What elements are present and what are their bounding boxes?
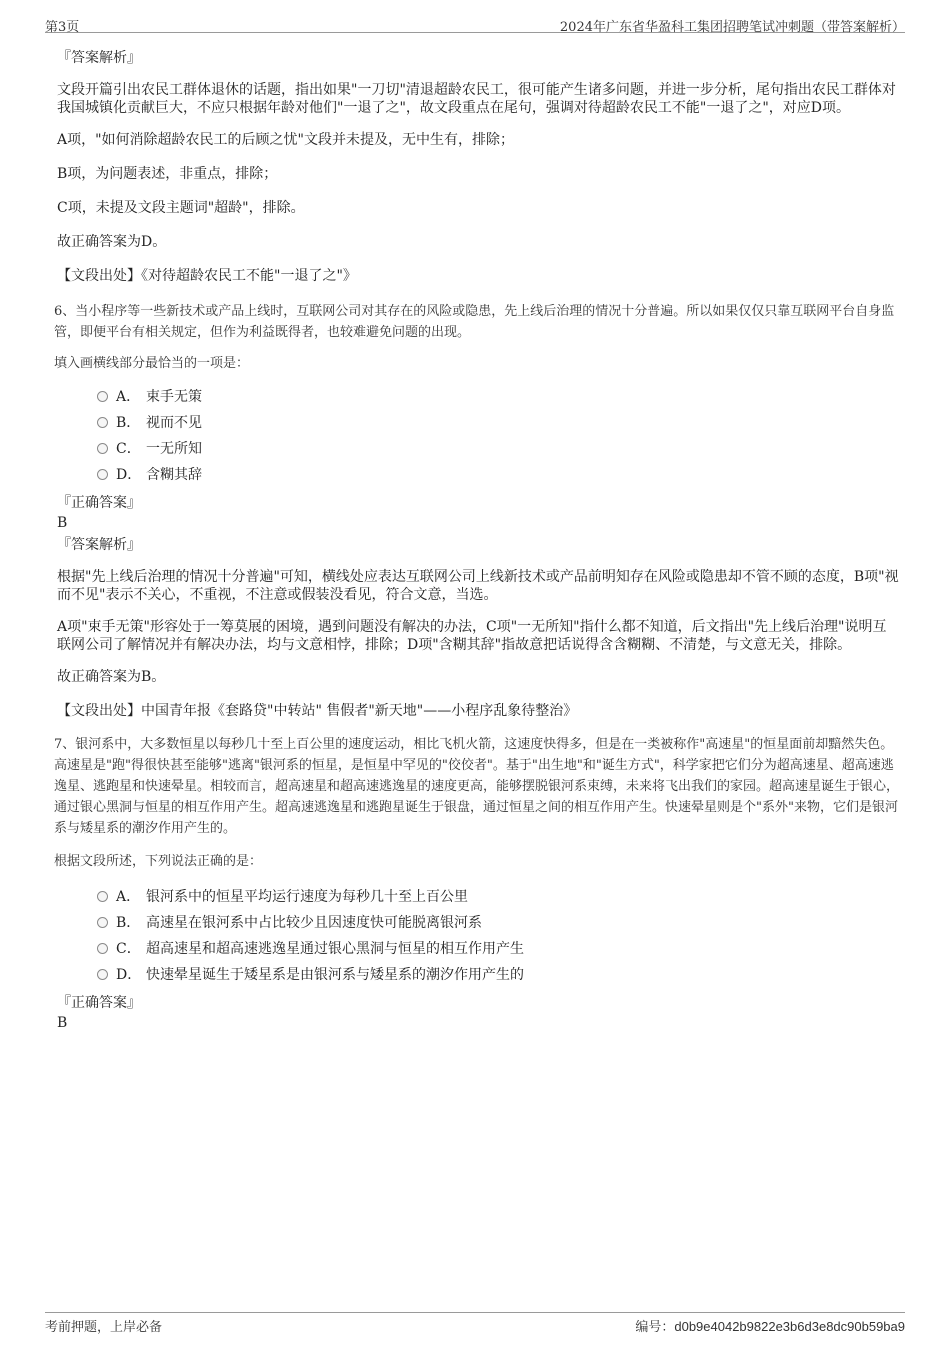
analysis-paragraph: A项"束手无策"形容处于一筹莫展的困境，遇到问题没有解决的办法，C项"一无所知"指什么都不知道，后文指出"先上线后治理"说明互联网公司了解情况并有解决办法，均与文意相悖，排除；D项"含糊其辞"指故意把话说得含含糊糊、不清楚，与文意无关，排除。 — [57, 619, 887, 653]
option-d[interactable]: D． 快速晕星诞生于矮星系是由银河系与矮星系的潮汐作用产生的 — [97, 962, 900, 988]
radio-icon[interactable] — [97, 469, 108, 480]
source-citation: 【文段出处】中国青年报《套路贷"中转站" 售假者"新天地"——小程序乱象待整治》 — [57, 703, 578, 719]
answer-value: B — [57, 515, 68, 531]
answer-value: B — [57, 1015, 68, 1031]
analysis-conclusion: 故正确答案为D。 — [57, 234, 167, 250]
question-prompt: 根据文段所述，下列说法正确的是： — [54, 854, 263, 869]
option-d[interactable]: D． 含糊其辞 — [97, 462, 900, 488]
option-a[interactable]: A． 束手无策 — [97, 384, 900, 410]
footer-slogan: 考前押题，上岸必备 — [45, 1320, 163, 1335]
option-c[interactable]: C． 一无所知 — [97, 436, 900, 462]
analysis-label: 『答案解析』 — [57, 50, 141, 66]
page-footer — [45, 1312, 905, 1333]
option-b[interactable]: B． 视而不见 — [97, 410, 900, 436]
radio-icon[interactable] — [97, 417, 108, 428]
page-header — [45, 14, 905, 33]
radio-icon[interactable] — [97, 917, 108, 928]
document-code — [635, 1316, 905, 1335]
radio-icon[interactable] — [97, 443, 108, 454]
analysis-paragraph: 文段开篇引出农民工群体退休的话题，指出如果"一刀切"清退超龄农民工，很可能产生诸多问题，并进一步分析，尾句指出农民工群体对我国城镇化贡献巨大，不应只根据年龄对他们"一退了之"，故文段重点在尾句，强调对待超龄农民工不能"一退了之"，对应D项。 — [57, 82, 896, 116]
question-stem: 7、银河系中，大多数恒星以每秒几十至上百公里的速度运动，相比飞机火箭，这速度快得多，但是在一类被称作"高速星"的恒星面前却黯然失色。高速星是"跑"得很快甚至能够"逃离"银河系的恒星，是恒星中罕见的"佼佼者"。基于"出生地"和"诞生方式"，科学家把它们分为超高速星、超高速逃逸星、逃跑星和快速晕星。相较而言，超高速星和超高速逃逸星的速度更高，能够摆脱银河系束缚，未来将飞出我们的家园。超高速星诞生于银心，通过银心黑洞与恒星的相互作用产生。超高速逃逸星和逃跑星诞生于银盘，通过恒星之间的相互作用产生。快速晕星则是个"系外"来物，它们是银河系与矮星系的潮汐作用产生的。 — [54, 737, 900, 836]
code-value: d0b9e4042b9822e3b6d3e8dc90b59ba9 — [674, 1319, 905, 1334]
option-list — [97, 384, 900, 488]
radio-icon[interactable] — [97, 891, 108, 902]
option-c[interactable]: C． 超高速星和超高速逃逸星通过银心黑洞与恒星的相互作用产生 — [97, 936, 900, 962]
answer-label: 『正确答案』 — [57, 995, 141, 1011]
option-list — [97, 884, 900, 988]
document-body — [54, 46, 900, 1032]
question-stem: 6、当小程序等一些新技术或产品上线时，互联网公司对其存在的风险或隐患，先上线后治理的情况十分普遍。所以如果仅仅只靠互联网平台自身监管，即便平台有相关规定，但作为利益既得者，也较难避免问题的出现。 — [54, 304, 895, 340]
analysis-label: 『答案解析』 — [57, 537, 141, 553]
analysis-option-c: C项，未提及文段主题词"超龄"，排除。 — [57, 200, 305, 216]
question-prompt: 填入画横线部分最恰当的一项是： — [54, 356, 250, 371]
radio-icon[interactable] — [97, 969, 108, 980]
analysis-option-a: A项，"如何消除超龄农民工的后顾之忧"文段并未提及，无中生有，排除； — [57, 132, 514, 148]
option-b[interactable]: B． 高速星在银河系中占比较少且因速度快可能脱离银河系 — [97, 910, 900, 936]
analysis-conclusion: 故正确答案为B。 — [57, 669, 166, 685]
page-number: 第3页 — [45, 20, 80, 35]
code-label: 编号： — [635, 1320, 675, 1335]
answer-label: 『正确答案』 — [57, 495, 141, 511]
document-title: 2024年广东省华盈科工集团招聘笔试冲刺题（带答案解析） — [559, 20, 905, 35]
analysis-option-b: B项，为问题表述，非重点，排除； — [57, 166, 278, 182]
analysis-paragraph: 根据"先上线后治理的情况十分普遍"可知，横线处应表达互联网公司上线新技术或产品前明知存在风险或隐患却不管不顾的态度，B项"视而不见"表示不关心，不重视，不注意或假装没看见，符合文意，当选。 — [57, 569, 899, 603]
radio-icon[interactable] — [97, 391, 108, 402]
option-a[interactable]: A． 银河系中的恒星平均运行速度为每秒几十至上百公里 — [97, 884, 900, 910]
radio-icon[interactable] — [97, 943, 108, 954]
source-citation: 【文段出处】《对待超龄农民工不能"一退了之"》 — [57, 268, 357, 284]
